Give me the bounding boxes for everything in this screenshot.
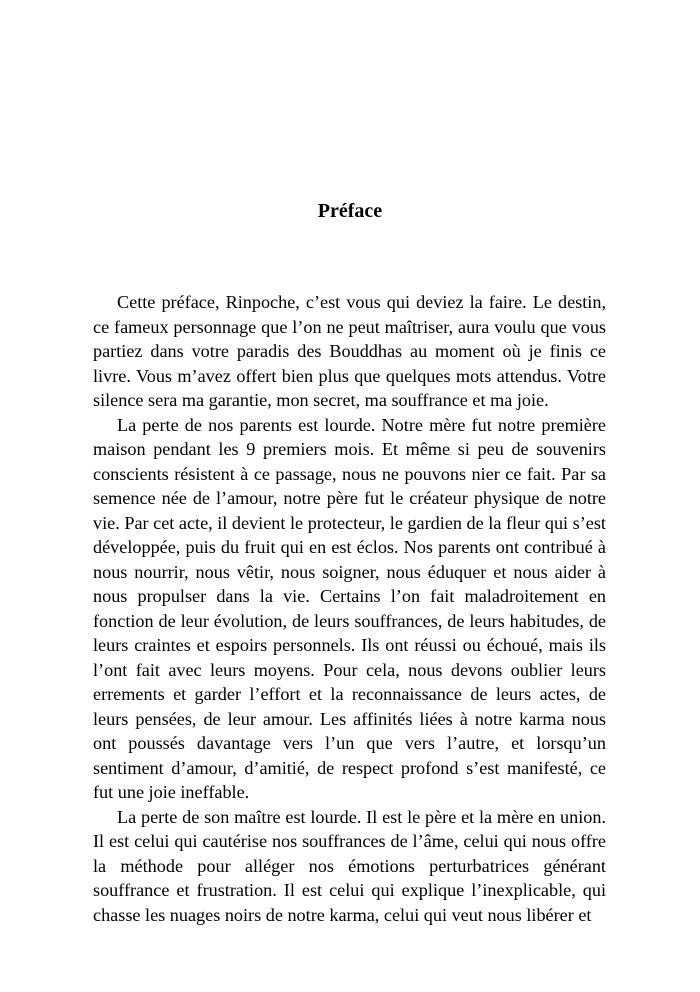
paragraph: La perte de nos parents est lourde. Notre mère fut notre première maison pendant les 9 premiers mois. Et même si peu de souvenirs conscients résistent à ce passage, nous ne pouvons nier ce fait. Par sa semence née de l’amour, notre père fut le créateur physique de notre vie. Par cet acte, il devient le protecteur, le gardien de la fleur qui s’est développée, puis du fruit qui en est éclos. Nos parents ont contribué à nous nourrir, nous vêtir, nous soigner, nous éduquer et nous aider à nous propulser dans la vie. Certains l’on fait maladroitement en fonction de leur évolution, de leurs souffrances, de leurs habitudes, de leurs craintes et espoirs personnels. Ils ont réussi ou échoué, mais ils l’ont fait avec leurs moyens. Pour cela, nous devons oublier leurs errements et garder l’effort et la reconnaissance de leurs actes, de leurs pensées, de leur amour. Les affinités liées à notre karma nous ont poussés davantage vers l’un que vers l’autre, et lorsqu’un sentiment d’amour, d’amitié, de respect profond s’est manifesté, ce fut une joie ineffable.: [93, 414, 606, 802]
paragraph: La perte de son maître est lourde. Il est le père et la mère en union. Il est celui qui cautérise nos souffrances de l’âme, celui qui nous offre la méthode pour alléger nos émotions perturbatrices générant souffrance et frustration. Il est celui qui explique l’inexplicable, qui chasse les nuages noirs de notre karma, celui qui veut nous libérer et: [93, 806, 606, 925]
page-title: Préface: [317, 200, 383, 222]
body-text: [93, 290, 606, 927]
paragraph: Cette préface, Rinpoche, c’est vous qui deviez la faire. Le destin, ce fameux personnage que l’on ne peut maîtriser, aura voulu que vous partiez dans votre paradis des Bouddhas au moment où je finis ce livre. Vous m’avez offert bien plus que quelques mots attendus. Votre silence sera ma garantie, mon secret, ma souffrance et ma joie.: [93, 292, 606, 410]
